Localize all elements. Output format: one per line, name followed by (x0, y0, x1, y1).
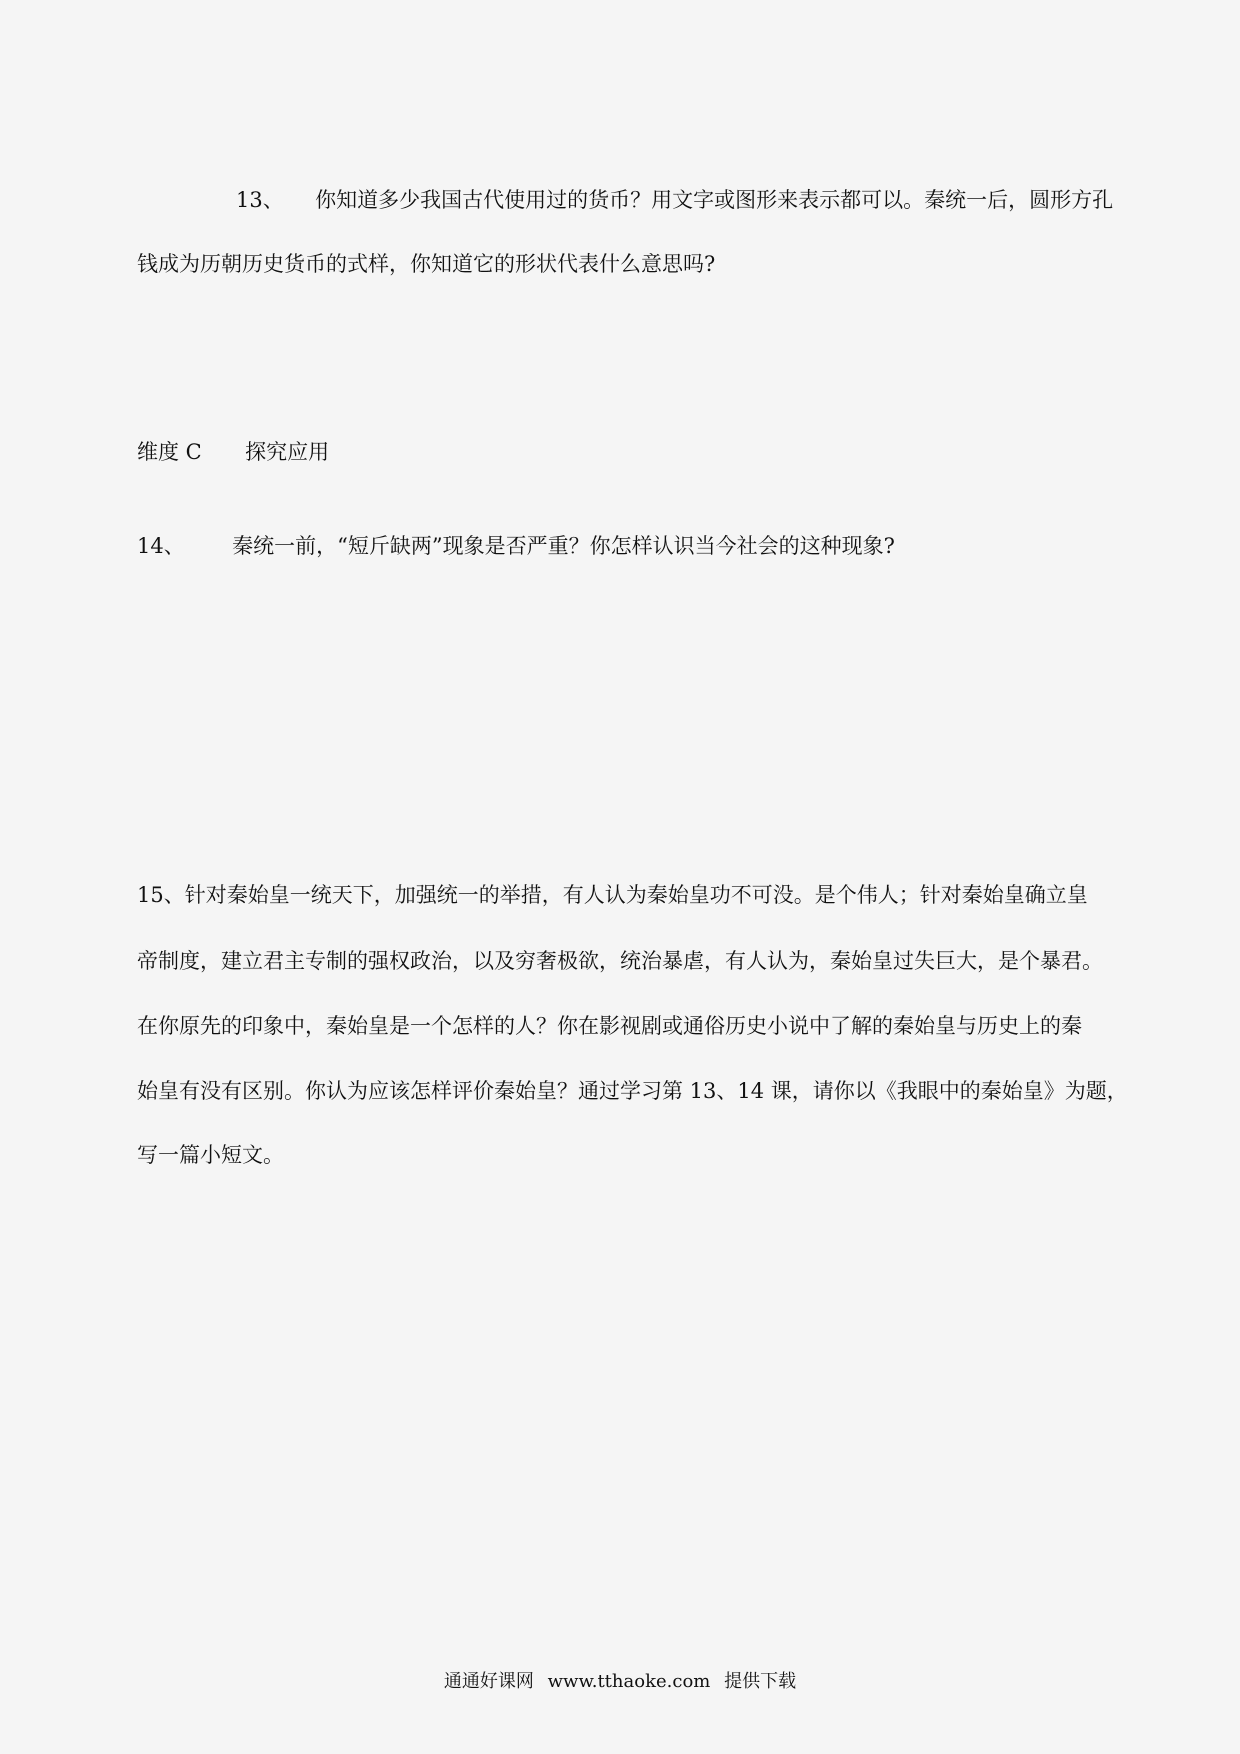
question-14-number: 14、 (137, 534, 185, 558)
question-15-line-4: 始皇有没有区别。你认为应该怎样评价秦始皇？通过学习第 13、14 课，请你以《我眼中的秦始皇》为题， (137, 1079, 1128, 1103)
section-heading (137, 438, 329, 466)
question-13-line-2: 钱成为历朝历史货币的式样，你知道它的形状代表什么意思吗? (137, 252, 716, 276)
question-13-text-1: 你知道多少我国古代使用过的货币？用文字或图形来表示都可以。秦统一后，圆形方孔 (315, 188, 1114, 212)
question-15-line-2: 帝制度，建立君主专制的强权政治，以及穷奢极欲，统治暴虐，有人认为，秦始皇过失巨大，是个暴君。 (137, 949, 1103, 973)
section-title: 探究应用 (245, 440, 330, 464)
footer-suffix: 提供下载 (724, 1671, 797, 1692)
question-15-line-3: 在你原先的印象中，秦始皇是一个怎样的人？你在影视剧或通俗历史小说中了解的秦始皇与历史上的秦 (137, 1014, 1082, 1038)
footer-url: www.tthaoke.com (547, 1671, 711, 1692)
question-15-line-5: 写一篇小短文。 (137, 1143, 284, 1167)
question-14-text: 秦统一前，“短斤缺两”现象是否严重？你怎样认识当今社会的这种现象? (232, 534, 895, 558)
question-14 (137, 532, 895, 560)
section-label: 维度 C (137, 440, 202, 464)
question-15-line-1: 15、针对秦始皇一统天下，加强统一的举措，有人认为秦始皇功不可没。是个伟人；针对秦始皇确立皇 (137, 883, 1088, 907)
footer-site-name: 通通好课网 (443, 1671, 534, 1692)
question-13-number: 13、 (236, 188, 284, 212)
question-13-line-1 (236, 186, 1113, 214)
page-footer (0, 1670, 1240, 1694)
